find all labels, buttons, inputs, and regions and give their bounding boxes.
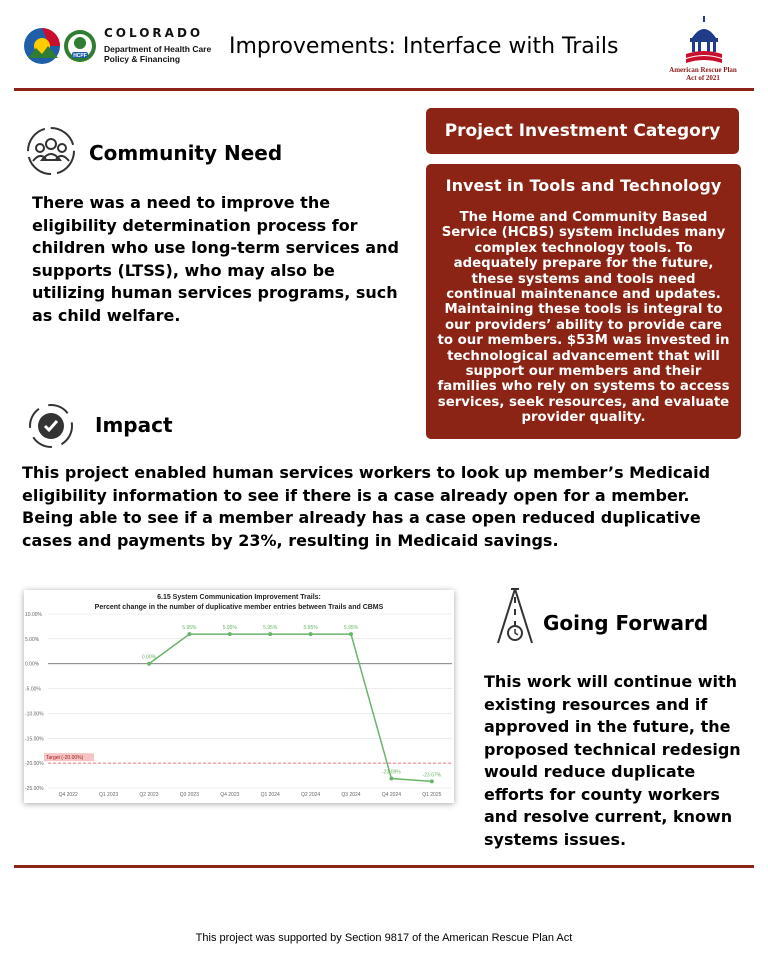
chart-data-point [430, 779, 434, 783]
chart-data-label: 5.95% [263, 625, 278, 632]
agency-state: COLORADO [104, 26, 204, 40]
chart-y-tick-label: -20.00% [25, 761, 44, 768]
chart-x-tick-label: Q1 2024 [260, 792, 280, 798]
chart-x-tick-label: Q4 2024 [381, 792, 401, 798]
chart-target-label: Target (-20.00%) [46, 755, 84, 762]
duplicate-entries-chart [24, 590, 454, 803]
chart-y-tick-label: -10.00% [25, 711, 44, 718]
investment-category-heading: Project Investment Category [426, 108, 739, 154]
road-icon [494, 587, 536, 645]
chart-data-label: 5.95% [343, 625, 359, 632]
footer-divider [14, 865, 754, 868]
chart-data-label: 5.95% [303, 625, 318, 632]
chart-y-tick-label: 10.00% [25, 612, 42, 618]
chart-data-point [187, 632, 191, 636]
arpa-capitol-icon [684, 14, 724, 64]
chart-data-point [268, 632, 272, 636]
chart-x-tick-label: Q1 2025 [422, 792, 442, 798]
investment-description: The Home and Community Based Service (HCBS) system includes many complex technology tools. To adequately prepare for the future, these systems and tools need continual maintenance and updates. Maintaining these tools is integral to our providers’ ability to provide care to our members. $53M was invested in technological advancement that will support our members and their families who rely on systems to access services, seek resources, and evaluate provider quality. [437, 210, 730, 426]
going-forward-heading: Going Forward [543, 611, 709, 635]
chart-data-label: -23.09% [382, 769, 401, 776]
chart-y-tick-label: 5.00% [25, 636, 40, 643]
chart-y-tick-label: 0.00% [25, 661, 40, 668]
impact-body: This project enabled human services workers to look up member’s Medicaid eligibility information to see if there is a case already open for a member. Being able to see if a member already has a case open reduced duplicative cases and payments by 23%, resulting in Medicaid savings. [22, 463, 711, 550]
chart-data-label: 5.95% [182, 625, 197, 632]
footer-note: This project was supported by Section 9817 of the American Rescue Plan Act [195, 932, 573, 944]
chart-x-tick-label: Q4 2023 [220, 792, 240, 798]
impact-heading: Impact [95, 413, 173, 437]
hcpf-badge: HCPF [73, 53, 87, 59]
chart-title: 6.15 System Communication Improvement Trails: [157, 594, 321, 601]
chart-x-tick-label: Q1 2023 [99, 792, 119, 798]
chart-y-tick-label: -25.00% [25, 786, 44, 792]
chart-data-point [349, 632, 353, 636]
community-need-body: There was a need to improve the eligibility determination process for children who use long-term services and supports (LTSS), who may also be utilizing human services programs, such as child welfare. [32, 193, 399, 325]
chart-series-line [149, 634, 432, 781]
arpa-logo-text: American Rescue Plan Act of 2021 [669, 66, 737, 82]
chart-data-point [309, 632, 313, 636]
page-title: Improvements: Interface with Trails [229, 34, 619, 59]
agency-department: Department of Health Care Policy & Financing [104, 44, 212, 64]
chart-subtitle: Percent change in the number of duplicative member entries between Trails and CBMS [94, 604, 384, 611]
chart-x-tick-label: Q3 2023 [179, 792, 199, 798]
chart-data-point [228, 632, 232, 636]
going-forward-body: This work will continue with existing resources and if approved in the future, the proposed technical redesign would reduce duplicate efforts for county workers and resolve current, known systems issues. [484, 672, 741, 849]
community-icon [26, 126, 76, 176]
chart-x-tick-label: Q3 2024 [341, 792, 361, 798]
header-divider [14, 88, 754, 91]
impact-check-icon [26, 401, 76, 451]
chart-y-tick-label: -15.00% [25, 736, 44, 743]
chart-y-tick-label: -5.00% [25, 686, 41, 693]
colorado-flag-logo-icon [22, 26, 102, 66]
chart-data-label: 0.00% [141, 654, 157, 661]
community-need-heading: Community Need [89, 141, 283, 165]
chart-x-tick-label: Q4 2022 [58, 792, 78, 798]
chart-data-point [147, 662, 151, 666]
investment-category-name: Invest in Tools and Technology [445, 176, 722, 195]
chart-data-label: -23.67% [422, 772, 442, 779]
chart-x-tick-label: Q2 2023 [139, 792, 159, 798]
chart-canvas [24, 590, 454, 803]
investment-panel [426, 164, 741, 439]
chart-data-point [389, 777, 393, 781]
chart-data-label: 5.95% [222, 625, 237, 632]
chart-x-tick-label: Q2 2024 [301, 792, 321, 798]
